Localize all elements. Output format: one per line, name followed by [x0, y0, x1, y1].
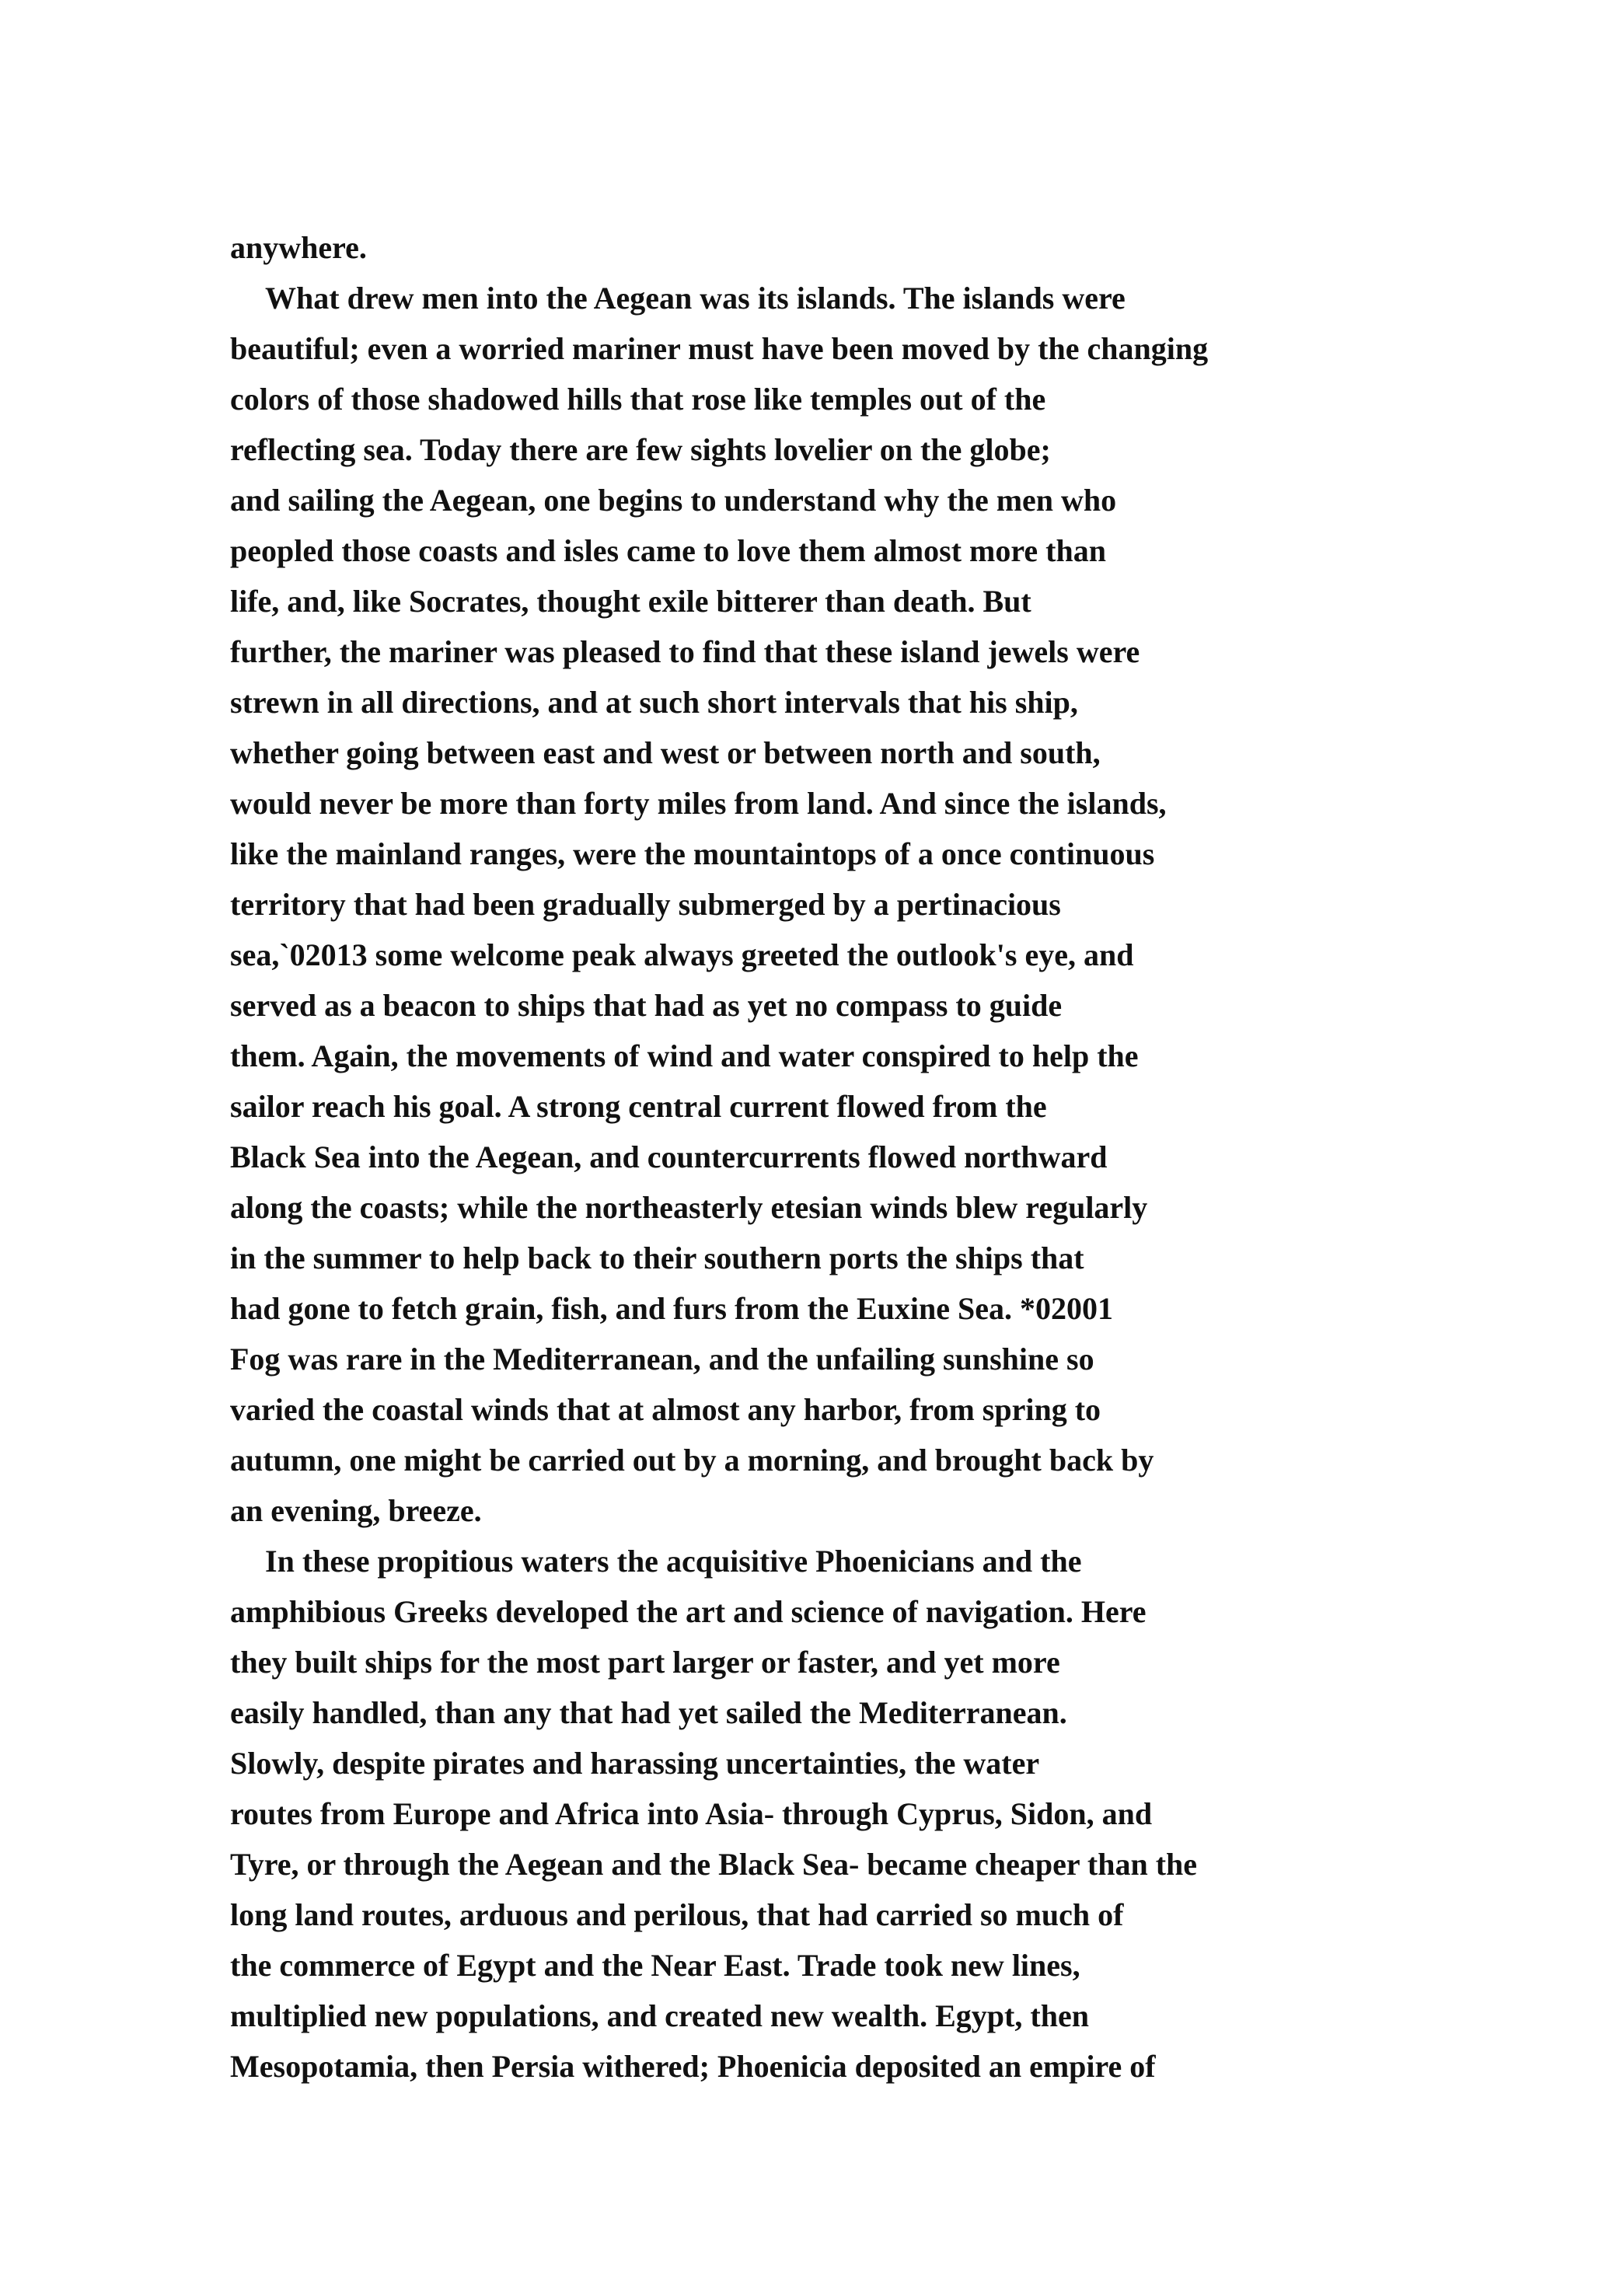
text-line: In these propitious waters the acquisitive Phoenicians and the [265, 1544, 1082, 1579]
text-line: had gone to fetch grain, fish, and furs from the Euxine Sea. *02001 [230, 1291, 1113, 1326]
text-line: served as a beacon to ships that had as yet no compass to guide [230, 988, 1063, 1023]
text-line: along the coasts; while the northeasterly etesian winds blew regularly [230, 1190, 1148, 1225]
text-line: whether going between east and west or between north and south, [230, 735, 1101, 770]
text-line: in the summer to help back to their southern ports the ships that [230, 1240, 1084, 1275]
text-line: like the mainland ranges, were the mountaintops of a once continuous [230, 836, 1155, 871]
text-line: sea,`02013 some welcome peak always greeted the outlook's eye, and [230, 937, 1134, 972]
body-text [230, 222, 1567, 2092]
text-line: varied the coastal winds that at almost any harbor, from spring to [230, 1392, 1101, 1427]
text-line: multiplied new populations, and created new wealth. Egypt, then [230, 1998, 1089, 2033]
text-line: further, the mariner was pleased to find that these island jewels were [230, 634, 1140, 669]
text-line: long land routes, arduous and perilous, that had carried so much of [230, 1897, 1124, 1932]
text-line: Black Sea into the Aegean, and countercurrents flowed northward [230, 1139, 1108, 1174]
text-line: What drew men into the Aegean was its islands. The islands were [265, 281, 1126, 316]
text-line: peopled those coasts and isles came to love them almost more than [230, 533, 1106, 568]
text-line: they built ships for the most part larger or faster, and yet more [230, 1645, 1060, 1680]
text-line: autumn, one might be carried out by a morning, and brought back by [230, 1443, 1154, 1478]
text-line: them. Again, the movements of wind and water conspired to help the [230, 1038, 1139, 1073]
text-line: sailor reach his goal. A strong central current flowed from the [230, 1089, 1047, 1124]
text-line: easily handled, than any that had yet sailed the Mediterranean. [230, 1695, 1067, 1730]
text-line: and sailing the Aegean, one begins to understand why the men who [230, 483, 1117, 518]
text-line: reflecting sea. Today there are few sights lovelier on the globe; [230, 432, 1051, 467]
text-line: beautiful; even a worried mariner must have been moved by the changing [230, 331, 1209, 366]
text-line: an evening, breeze. [230, 1493, 482, 1528]
text-line: Fog was rare in the Mediterranean, and the unfailing sunshine so [230, 1342, 1094, 1377]
text-line: territory that had been gradually submerged by a pertinacious [230, 887, 1061, 922]
text-line: the commerce of Egypt and the Near East. Trade took new lines, [230, 1948, 1080, 1983]
text-line: Mesopotamia, then Persia withered; Phoenicia deposited an empire of [230, 2049, 1156, 2084]
text-line: Slowly, despite pirates and harassing uncertainties, the water [230, 1746, 1040, 1781]
text-line: anywhere. [230, 230, 367, 265]
text-line: strewn in all directions, and at such short intervals that his ship, [230, 685, 1078, 720]
text-line: Tyre, or through the Aegean and the Black Sea- became cheaper than the [230, 1847, 1198, 1882]
text-line: colors of those shadowed hills that rose like temples out of the [230, 382, 1046, 417]
text-line: would never be more than forty miles from land. And since the islands, [230, 786, 1167, 821]
text-line: life, and, like Socrates, thought exile bitterer than death. But [230, 584, 1031, 619]
text-line: routes from Europe and Africa into Asia- through Cyprus, Sidon, and [230, 1796, 1153, 1831]
text-line: amphibious Greeks developed the art and science of navigation. Here [230, 1594, 1147, 1629]
